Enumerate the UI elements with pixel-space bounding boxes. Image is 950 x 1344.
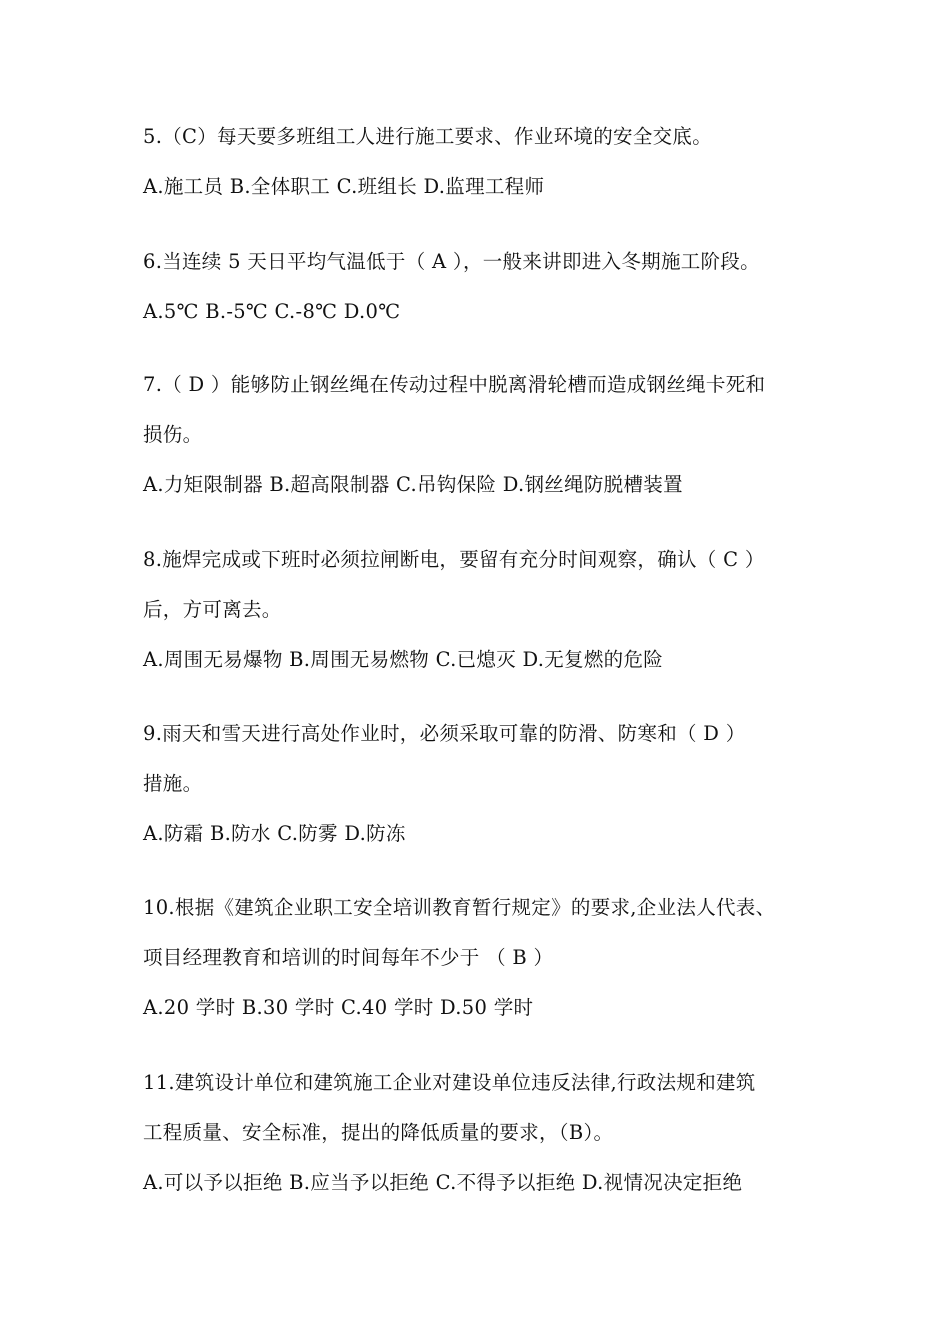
question-6-stem: 6.当连续 5 天日平均气温低于（ A ），一般来讲即进入冬期施工阶段。 <box>143 250 760 273</box>
question-9-stem-line-2: 措施。 <box>143 772 203 795</box>
question-9-options: A.防霜 B.防水 C.防雾 D.防冻 <box>143 822 406 845</box>
question-8-stem-line-1: 8.施焊完成或下班时必须拉闸断电，要留有充分时间观察，确认（ C ） <box>143 548 765 571</box>
question-10-options: A.20 学时 B.30 学时 C.40 学时 D.50 学时 <box>143 996 534 1019</box>
question-11-stem-line-2: 工程质量、安全标准，提出的降低质量的要求，（B）。 <box>143 1121 614 1144</box>
question-10-stem-line-2: 项目经理教育和培训的时间每年不少于 （ B ） <box>143 946 554 969</box>
question-9-stem-line-1: 9.雨天和雪天进行高处作业时，必须采取可靠的防滑、防寒和（ D ） <box>143 722 746 745</box>
question-7-stem-line-1: 7.（ D ）能够防止钢丝绳在传动过程中脱离滑轮槽而造成钢丝绳卡死和 <box>143 373 766 396</box>
question-6-options: A.5℃ B.-5℃ C.-8℃ D.0℃ <box>143 300 401 323</box>
question-11-options: A.可以予以拒绝 B.应当予以拒绝 C.不得予以拒绝 D.视情况决定拒绝 <box>143 1171 743 1194</box>
question-11-stem-line-1: 11.建筑设计单位和建筑施工企业对建设单位违反法律,行政法规和建筑 <box>143 1071 756 1094</box>
question-8-options: A.周围无易爆物 B.周围无易燃物 C.已熄灭 D.无复燃的危险 <box>143 648 664 671</box>
question-7-stem-line-2: 损伤。 <box>143 423 203 446</box>
question-10-stem-line-1: 10.根据《建筑企业职工安全培训教育暂行规定》的要求,企业法人代表、 <box>143 896 776 919</box>
question-5-options: A.施工员 B.全体职工 C.班组长 D.监理工程师 <box>143 175 545 198</box>
question-5-stem: 5.（C）每天要多班组工人进行施工要求、作业环境的安全交底。 <box>143 125 713 148</box>
question-8-stem-line-2: 后，方可离去。 <box>143 598 282 621</box>
question-7-options: A.力矩限制器 B.超高限制器 C.吊钩保险 D.钢丝绳防脱槽装置 <box>143 473 683 496</box>
